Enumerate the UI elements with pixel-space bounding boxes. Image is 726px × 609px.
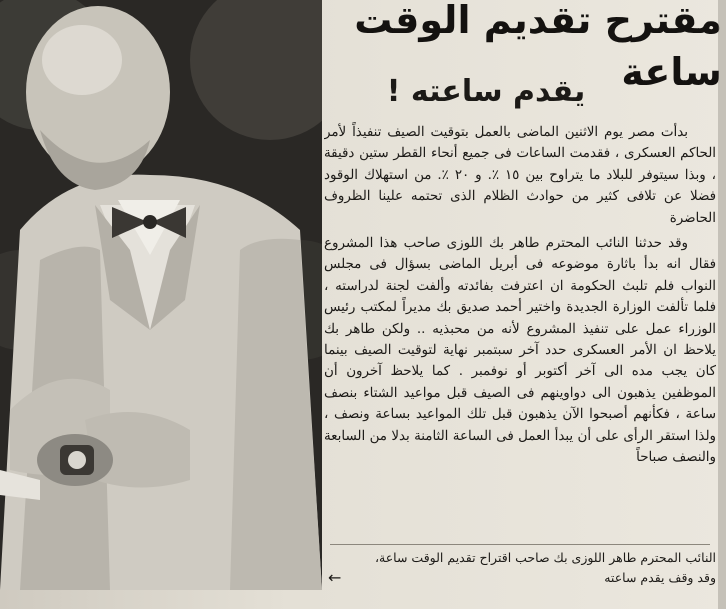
photo-caption [324, 548, 716, 588]
article-photo [0, 0, 322, 590]
arrow-left-icon: ← [328, 568, 342, 587]
article-body [324, 122, 716, 544]
page-edge-shadow [718, 0, 726, 609]
subheadline: يقدم ساعته ! [386, 74, 586, 109]
paragraph-2: وقد حدثنا النائب المحترم طاهر بك اللوزى صاحب هذا المشروع فقال انه بدأ باثارة موضوعه فى أبريل الماضى بسؤال فى مجلس النواب فلم تلبث الحكومة ان اعترفت بفائدته وألفت لجنة لدراسته ، فلما تألفت الوزارة الجديدة واختير أحمد صديق بك مديراً لمكتب رئيس الوزراء عمل على تنفيذ المشروع لأنه من محبذيه .. ولكن طاهر بك يلاحظ ان الأمر العسكرى حدد آخر سبتمبر نهاية لتوقيت الصيف بينما كان يجب مده الى آخر أكتوبر أو نوفمبر . كما يلاحظ آخرون أن الموظفين يذهبون الى دواوينهم فى الصيف قبل مواعيد الشتاء بنصف ساعة ، فكأنهم أصبحوا الآن يذهبون قبل تلك المواعيد بساعة ونصف ، ولذا استقر الرأى على أن يبدأ العمل فى الساعة الثامنة بدلا من السابعة والنصف صباحاً [324, 236, 716, 466]
headline: مقترح تقديم الوقت ساعة [354, 0, 722, 94]
caption-line-2: وقد وقف يقدم ساعته [604, 570, 716, 585]
caption-line-1: النائب المحترم طاهر اللوزى بك صاحب اقتراح تقديم الوقت ساعة، [374, 550, 716, 565]
paragraph-1: بدأت مصر يوم الاثنين الماضى بالعمل بتوقيت الصيف تنفيذاً لأمر الحاكم العسكرى ، فقدمت الساعات فى جميع أنحاء القطر ستين دقيقة ، وبذا سيتوفر للبلاد ما يتراوح بين ١٥ ٪. و ٢٠ ٪. من استهلاك الوقود فضلا عن تلافى كثير من حوادث الظلام الذى تحتمه علينا الظروف الحاضرة [324, 125, 716, 226]
caption-divider [330, 544, 710, 545]
photo-illustration [0, 0, 322, 590]
